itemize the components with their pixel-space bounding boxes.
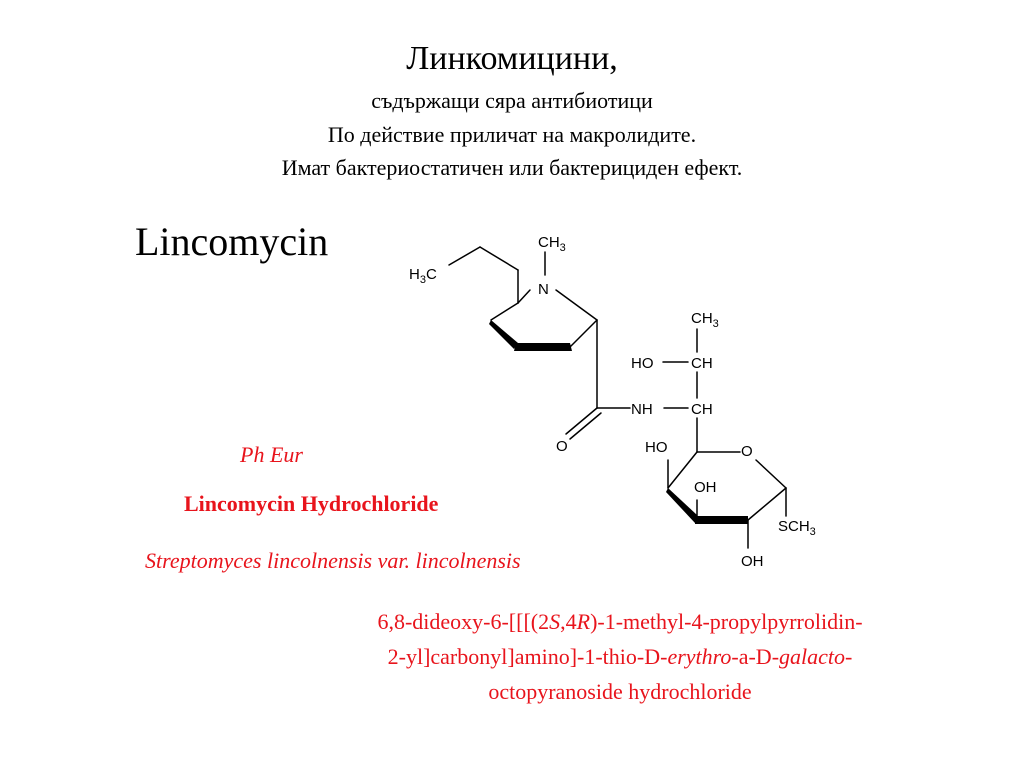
iupac-part: 2-yl]carbonyl]amino]-1-thio-D- xyxy=(387,644,668,669)
ring-bond xyxy=(570,320,597,347)
iupac-part: - xyxy=(845,644,853,669)
wedge-bond xyxy=(514,343,572,351)
iupac-erythro: erythro xyxy=(667,644,732,669)
slide-title: Линкомицини, xyxy=(406,40,618,77)
ho-label: HO xyxy=(631,355,654,372)
wedge-bond xyxy=(666,488,697,523)
iupac-part: 6,8-dideoxy-6-[[[(2 xyxy=(377,609,550,634)
subtitle-line-2: По действие приличат на макролидите. xyxy=(327,122,697,147)
ring-bond xyxy=(756,460,786,488)
pharmacopoeia-label: Ph Eur xyxy=(240,442,303,467)
ch3-label: $CH_3$ xyxy=(691,310,719,330)
subtitle-line-3: Имат бактериостатичен или бактерициден ефект. xyxy=(281,155,743,180)
ring-bond xyxy=(518,290,530,303)
propyl-bond xyxy=(449,247,480,265)
wedge-bond xyxy=(489,320,518,349)
oh-label: OH xyxy=(741,553,764,570)
ch-label: CH xyxy=(691,355,713,372)
subtitle-line-1: съдържащи сяра антибиотици xyxy=(371,88,653,113)
n-methyl-label: $CH_3$ xyxy=(538,234,566,254)
carbonyl-oxygen-label: O xyxy=(556,438,568,455)
iupac-part: octopyranoside hydrochloride xyxy=(488,679,752,704)
wedge-bond xyxy=(695,516,748,524)
ho-label: HO xyxy=(645,439,668,456)
ring-bond xyxy=(556,290,597,320)
ring-bond xyxy=(748,488,786,520)
iupac-part: -a-D- xyxy=(731,644,780,669)
sch3-label: $SCH_3$ xyxy=(778,518,816,538)
nitrogen-label: N xyxy=(538,281,549,298)
iupac-stereo-s: S xyxy=(549,609,561,634)
h3c-label: $H_3C$ xyxy=(409,266,437,286)
source-organism: Streptomyces lincolnensis var. lincolnensis xyxy=(145,548,521,573)
ch-label: CH xyxy=(691,401,713,418)
drug-name: Lincomycin xyxy=(135,219,329,264)
salt-name: Lincomycin Hydrochloride xyxy=(184,491,439,516)
oh-label: OH xyxy=(694,479,717,496)
ring-bond xyxy=(491,303,518,320)
ring-oxygen-label: O xyxy=(741,443,753,460)
iupac-galacto: galacto xyxy=(779,644,846,669)
iupac-part: ,4 xyxy=(560,609,577,634)
propyl-bond xyxy=(480,247,518,270)
iupac-stereo-r: R xyxy=(576,609,591,634)
iupac-part: )-1-methyl-4-propylpyrrolidin- xyxy=(590,609,863,634)
ring-bond xyxy=(668,452,697,488)
nh-label: NH xyxy=(631,401,653,418)
